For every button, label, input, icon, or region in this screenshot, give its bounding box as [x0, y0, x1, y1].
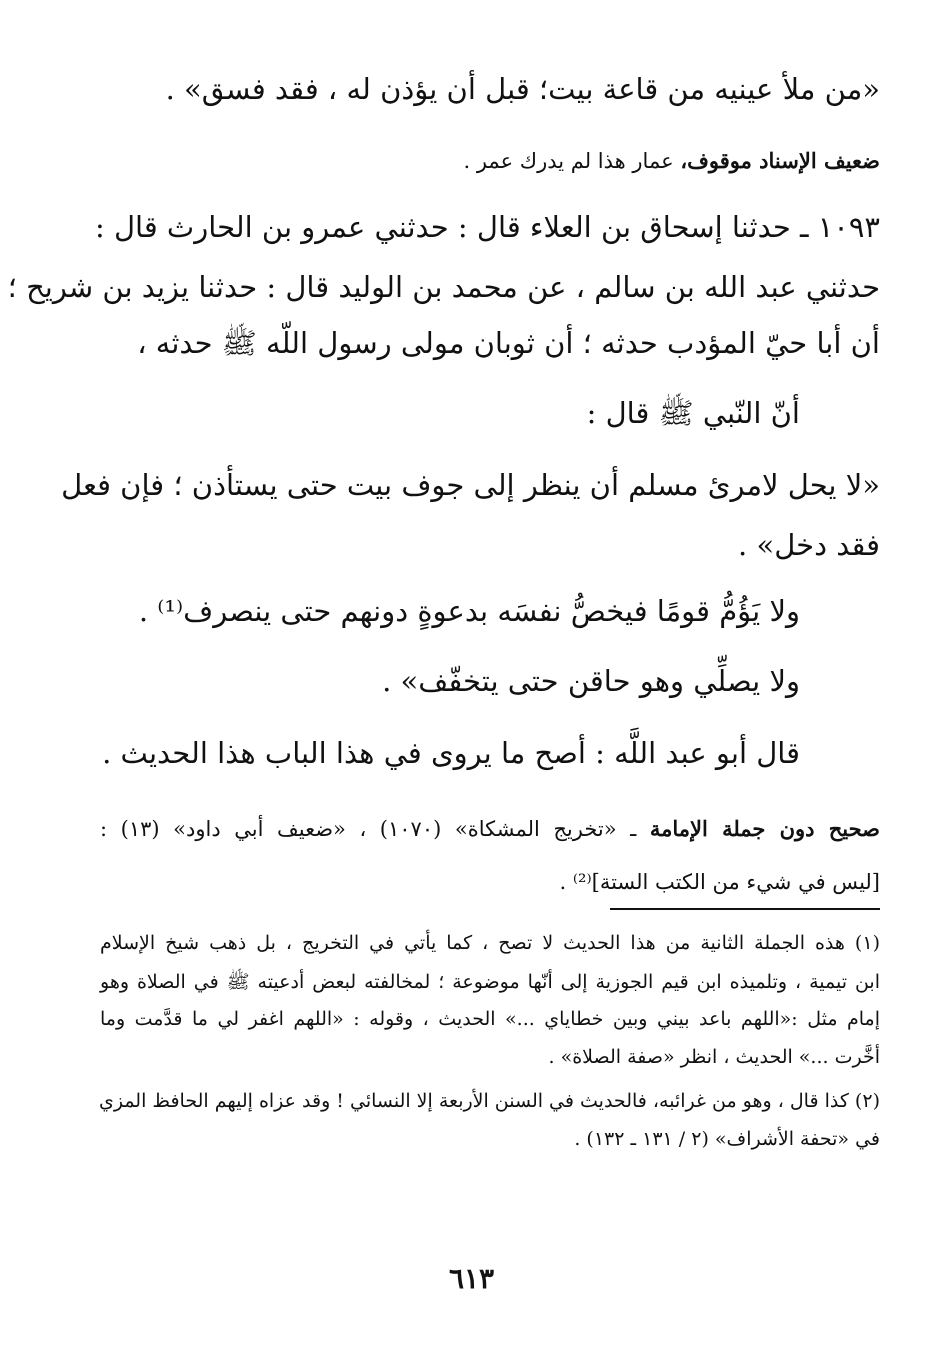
hadith-intro-line: أنّ النّبي ﷺ قال : — [586, 396, 800, 430]
author-comment-line: قال أبو عبد اللَّه : أصح ما يروى في هذا الباب هذا الحديث . — [102, 736, 800, 770]
hadith-text-line: ولا يَؤُمُّ قومًا فيخصُّ نفسَه بدعوةٍ دونهم حتى ينصرف⁽¹⁾ . — [138, 594, 800, 628]
isnad-line: أن أبا حيّ المؤدب حدثه ؛ أن ثوبان مولى رسول اللّه ﷺ حدثه ، — [137, 326, 880, 360]
grading-note: عمار هذا لم يدرك عمر . — [463, 149, 681, 173]
isnad-line: ١٠٩٣ ـ حدثنا إسحاق بن العلاء قال : حدثني عمرو بن الحارث قال : — [94, 210, 880, 244]
grading-source: ـ «تخريج المشكاة» (١٠٧٠) ، «ضعيف أبي داود» (١٣) : — [100, 817, 650, 841]
grading-label: ضعيف الإسناد موقوف، — [680, 148, 880, 173]
hadith-text-line: «من ملأ عينيه من قاعة بيت؛ قبل أن يؤذن له ، فقد فسق» . — [165, 72, 880, 106]
hadith-text-line: ولا يصلِّي وهو حاقن حتى يتخفّف» . — [382, 664, 800, 698]
hadith-text-line: فقد دخل» . — [738, 528, 880, 562]
grading-line — [463, 148, 880, 173]
isnad-line: حدثني عبد الله بن سالم ، عن محمد بن الوليد قال : حدثنا يزيد بن شريح ؛ — [7, 270, 880, 304]
hadith-text-line: «لا يحل لامرئ مسلم أن ينظر إلى جوف بيت حتى يستأذن ؛ فإن فعل — [61, 468, 880, 502]
footnote-line: ابن تيمية ، وتلميذه ابن قيم الجوزية إلى أنّها موضوعة ؛ لمخالفته لبعض أدعيته ﷺ في الصلاة وهو — [100, 971, 880, 993]
page-number: ٦١٣ — [448, 1262, 495, 1295]
grading-label: صحيح دون جملة الإمامة — [649, 816, 880, 841]
footnote-line: في «تحفة الأشراف» (٢ / ١٣١ ـ ١٣٢) . — [574, 1128, 880, 1150]
footnote-line: أخَّرت ...» الحديث ، انظر «صفة الصلاة» . — [548, 1046, 880, 1068]
footnote-line: (١) هذه الجملة الثانية من هذا الحديث لا تصح ، كما يأتي في التخريج ، بل ذهب شيخ الإسلام — [100, 932, 880, 954]
footnote-line: إمام مثل :«اللهم باعد بيني وبين خطاياي ...» الحديث ، وقوله : «اللهم اغفر لي ما قدَّمت وما — [100, 1008, 880, 1030]
footnote-separator — [610, 908, 880, 910]
bracket-note-line: [ليس في شيء من الكتب الستة]⁽²⁾ . — [559, 870, 880, 894]
footnote-line: (٢) كذا قال ، وهو من غرائبه، فالحديث في السنن الأربعة إلا النسائي ! وقد عزاه إليهم الحافظ المزي — [98, 1090, 880, 1112]
grading-line — [100, 816, 880, 841]
